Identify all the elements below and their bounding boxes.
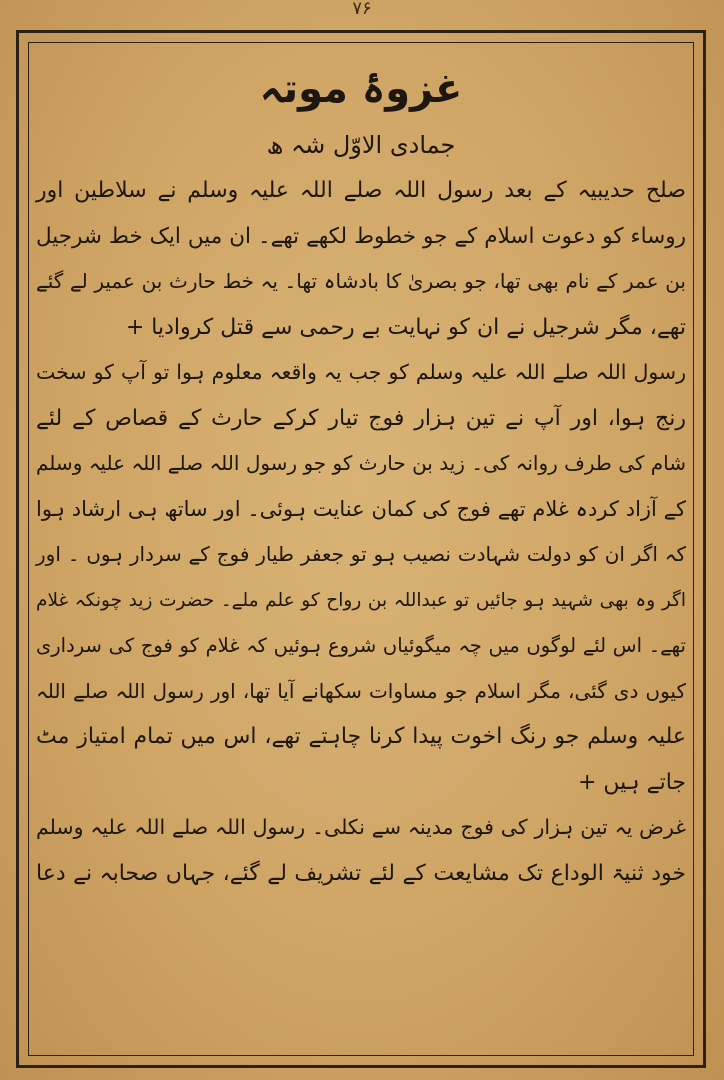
text-line: غرض یہ تین ہزار کی فوج مدینہ سے نکلی۔ رسول اللہ صلے اللہ علیہ وسلم [36,815,686,839]
paragraph-1 [36,168,686,350]
paragraph-2 [36,350,686,805]
text-line: بن عمر کے نام بھی تھا، جو بصریٰ کا بادشاہ تھا۔ یہ خط حارث بن عمیر لے گئے [36,269,686,293]
page-content [36,58,686,1048]
text-line: روساء کو دعوت اسلام کے جو خطوط لکھے تھے۔ ان میں ایک خط شرجیل [36,223,686,249]
text-line: اگر وہ بھی شہید ہو جائیں تو عبداللہ بن رواح کو علم ملے۔ حضرت زید چونکہ غلام [36,589,686,611]
paragraph-3 [36,805,686,896]
text-line: رنج ہوا، اور آپ نے تین ہزار فوج تیار کرکے حارث کے قصاص کے لئے [36,405,686,431]
text-line: تھے، مگر شرجیل نے ان کو نہایت بے رحمی سے قتل کروادیا + [125,314,686,340]
text-line: کے آزاد کردہ غلام تھے فوج کی کمان عنایت ہوئی۔ اور ساتھ ہی ارشاد ہوا [36,496,686,521]
text-line: خود ثنیۃ الوداع تک مشایعت کے لئے تشریف لے گئے، جہاں صحابہ نے دعا [36,860,686,886]
text-line: علیہ وسلم جو رنگ اخوت پیدا کرنا چاہتے تھے، اس میں تمام امتیاز مٹ [36,724,686,749]
text-line: شام کی طرف روانہ کی۔ زید بن حارث کو جو رسول اللہ صلے اللہ علیہ وسلم [36,451,686,475]
page-number: ۷۶ [352,0,372,19]
text-line: جاتے ہیں + [577,769,686,795]
text-line: کہ اگر ان کو دولت شہادت نصیب ہو تو جعفر طیار فوج کے سردار ہوں ۔ اور [36,542,686,566]
text-line: تھے۔ اس لئے لوگوں میں چہ میگوئیاں شروع ہوئیں کہ غلام کو فوج کی سرداری [36,634,686,657]
page-subtitle: جمادی الاوّل شہ ھ [266,131,456,159]
page-title: غزوۂ موتہ [259,66,463,112]
text-line: صلح حدیبیہ کے بعد رسول اللہ صلے اللہ علیہ وسلم نے سلاطین اور [36,178,686,203]
text-line: رسول اللہ صلے اللہ علیہ وسلم کو جب یہ واقعہ معلوم ہوا تو آپ کو سخت [36,360,686,384]
text-line: کیوں دی گئی، مگر اسلام جو مساوات سکھانے آیا تھا، اور رسول اللہ صلے اللہ [36,678,686,703]
